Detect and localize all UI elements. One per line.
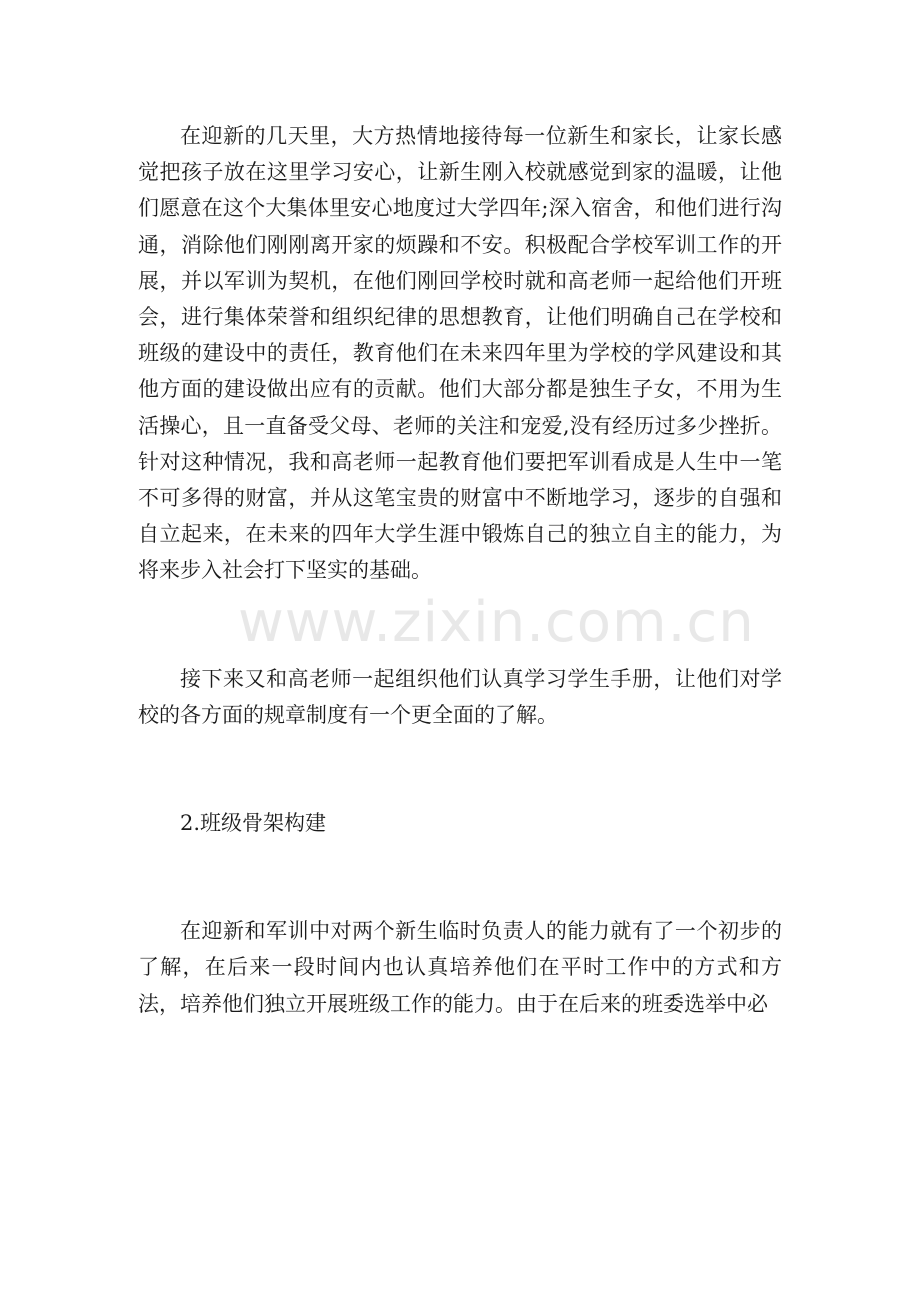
paragraph-gap <box>138 589 782 661</box>
paragraph-2: 接下来又和高老师一起组织他们认真学习学生手册，让他们对学校的各方面的规章制度有一个更全面的了解。 <box>138 666 782 727</box>
paragraph-1: 在迎新的几天里，大方热情地接待每一位新生和家长，让家长感觉把孩子放在这里学习安心，让新生刚入校就感觉到家的温暖，让他们愿意在这个大集体里安心地度过大学四年;深入宿舍，和他们进行沟通，消除他们刚刚离开家的烦躁和不安。积极配合学校军训工作的开展，并以军训为契机，在他们刚回学校时就和高老师一起给他们开班会，进行集体荣誉和组织纪律的思想教育，让他们明确自己在学校和班级的建设中的责任，教育他们在未来四年里为学校的学风建设和其他方面的建设做出应有的贡献。他们大部分都是独生子女，不用为生活操心，且一直备受父母、老师的关注和宠爱,没有经历过多少挫折。针对这种情况，我和高老师一起教育他们要把军训看成是人生中一笔不可多得的财富，并从这笔宝贵的财富中不断地学习，逐步的自强和自立起来，在未来的四年大学生涯中锻炼自己的独立自主的能力，为将来步入社会打下坚实的基础。 <box>138 124 782 583</box>
section-heading: 2.班级骨架构建 <box>180 811 327 836</box>
document-body <box>138 118 782 1022</box>
paragraph-3: 在迎新和军训中对两个新生临时负责人的能力就有了一个初步的了解，在后来一段时间内也认真培养他们在平时工作中的方式和方法，培养他们独立开展班级工作的能力。由于在后来的班委选举中必 <box>138 919 782 1016</box>
watermark: www.zixin.com.cn <box>238 590 755 655</box>
paragraph-gap <box>138 733 782 805</box>
paragraph-gap <box>138 841 782 913</box>
